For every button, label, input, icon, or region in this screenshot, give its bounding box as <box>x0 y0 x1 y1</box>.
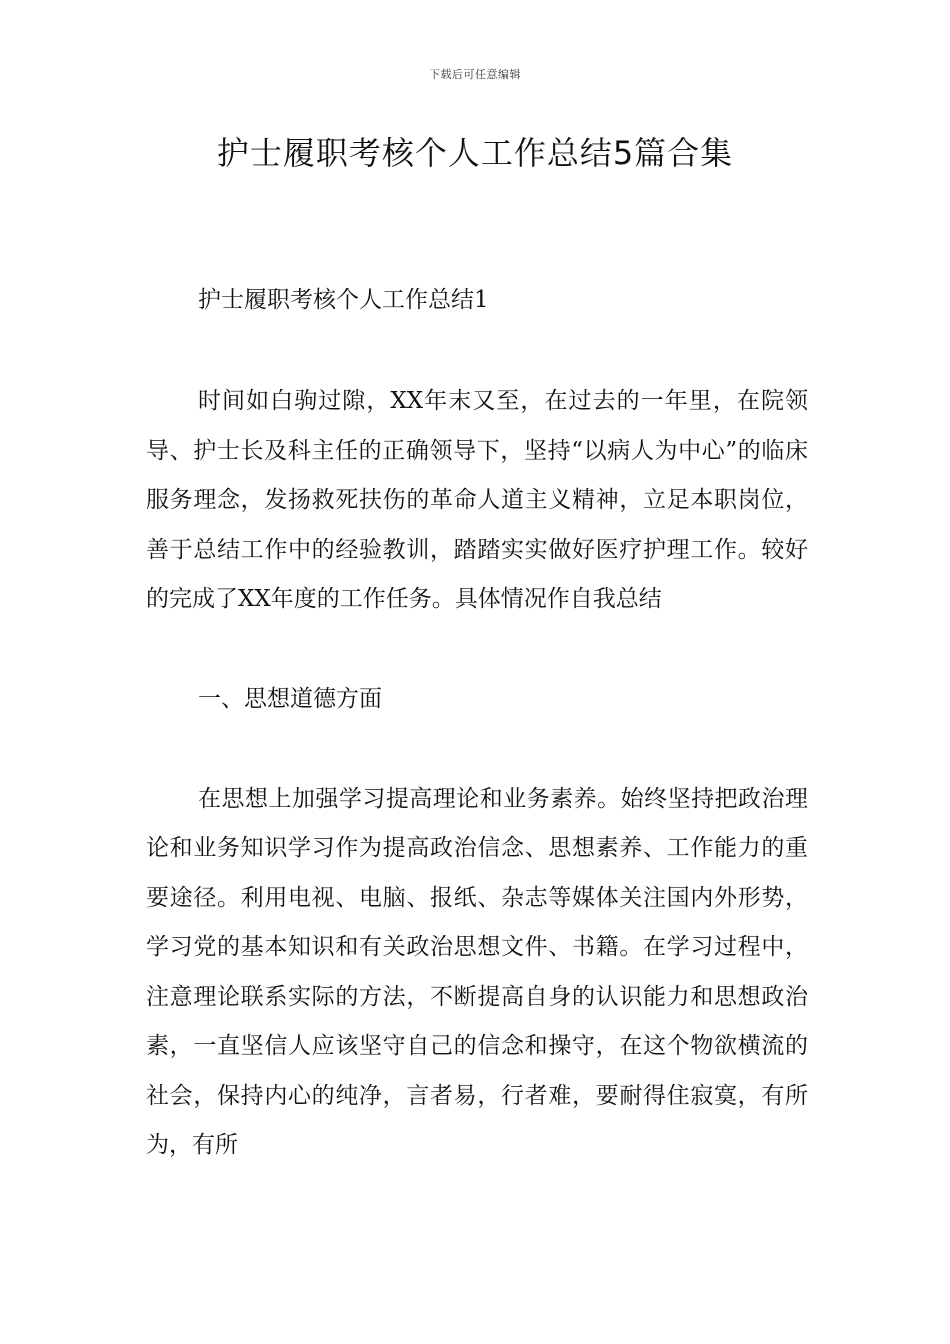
spacer <box>146 320 808 377</box>
document-title: 护士履职考核个人工作总结5篇合集 <box>216 134 734 172</box>
subheading-ideology: 一、思想道德方面 <box>198 685 382 712</box>
section-title: 护士履职考核个人工作总结1 <box>198 287 489 313</box>
document-body <box>146 280 808 1171</box>
spacer <box>146 625 808 679</box>
header-note: 下载后可任意编辑 <box>429 68 521 81</box>
spacer <box>146 719 808 775</box>
paragraph-intro: 时间如白驹过隙，XX年末又至，在过去的一年里，在院领导、护士长及科主任的正确领导下，坚持“以病人为中心”的临床服务理念，发扬救死扶伤的革命人道主义精神，立足本职岗位，善于总结工作中的经验教训，踏踏实实做好医疗护理工作。较好的完成了XX年度的工作任务。具体情况作自我总结 <box>146 388 808 612</box>
paragraph-ideology: 在思想上加强学习提高理论和业务素养。始终坚持把政治理论和业务知识学习作为提高政治信念、思想素养、工作能力的重要途径。利用电视、电脑、报纸、杂志等媒体关注国内外形势，学习党的基本知识和有关政治思想文件、书籍。在学习过程中，注意理论联系实际的方法，不断提高自身的认识能力和思想政治素，一直坚信人应该坚守自己的信念和操守，在这个物欲横流的社会，保持内心的纯净，言者易，行者难，要耐得住寂寞，有所为，有所 <box>146 785 808 1158</box>
